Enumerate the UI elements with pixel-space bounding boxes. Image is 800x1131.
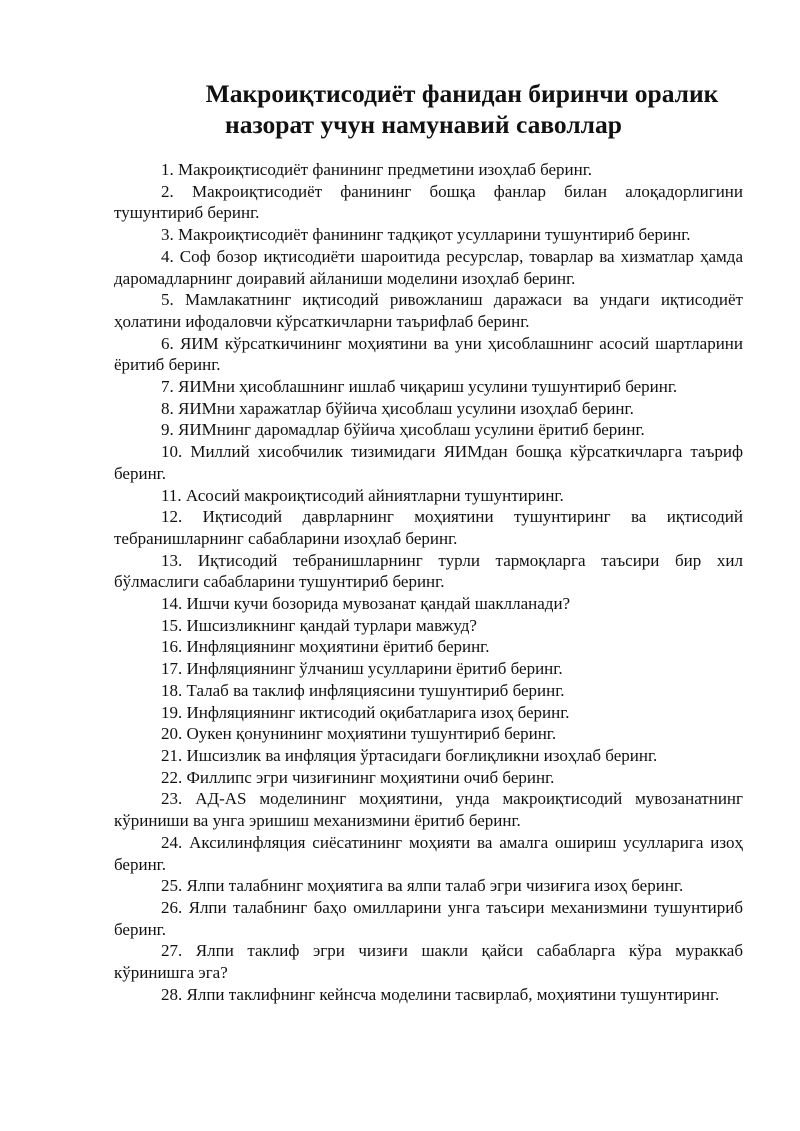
question-item: 26. Ялпи талабнинг баҳо омилларини унга таъсири механизмини тушунтириб беринг. — [114, 897, 743, 939]
question-item: 10. Миллий хисобчилик тизимидаги ЯИМдан бошқа кўрсаткичларга таъриф беринг. — [114, 442, 743, 483]
question-item: 1. Макроиқтисодиёт фанининг предметини изоҳлаб беринг. — [161, 160, 593, 179]
page-title — [110, 78, 770, 140]
question-item: 19. Инфляциянинг иктисодий оқибатларига изоҳ беринг. — [161, 702, 570, 722]
question-item: 11. Асосий макроиқтисодий айниятларни тушунтиринг. — [161, 485, 564, 505]
question-item: 5. Мамлакатнинг иқтисодий ривожланиш даражаси ва ундаги иқтисодиёт ҳолатини ифодаловчи кўрсаткичларни таърифлаб беринг. — [114, 290, 743, 331]
question-item: 28. Ялпи таклифнинг кейнсча моделини тасвирлаб, моҳиятини тушунтиринг. — [161, 984, 720, 1004]
question-item: 25. Ялпи талабнинг моҳиятига ва ялпи талаб эгри чизиғига изоҳ беринг. — [161, 876, 684, 896]
title-line-2: назорат учун намунавий саволлар — [225, 110, 622, 139]
question-item: 4. Соф бозор иқтисодиёти шароитида ресурслар, товарлар ва хизматлар ҳамда даромадларнинг доиравий айланиши моделини изоҳлаб беринг. — [114, 246, 743, 288]
title-line-1: Макроиқтисодиёт фанидан биринчи оралик — [205, 79, 719, 108]
question-item: 3. Макроиқтисодиёт фанининг тадқиқот усулларини тушунтириб беринг. — [161, 225, 691, 245]
question-item: 8. ЯИМни харажатлар бўйича ҳисоблаш усулини изоҳлаб беринг. — [161, 398, 634, 418]
question-item: 13. Иқтисодий тебранишларнинг турли тармоқларга таъсири бир хил бўлмаслиги сабабларини тушунтириб беринг. — [114, 550, 743, 592]
question-item: 22. Филлипс эгри чизиғининг моҳиятини очиб беринг. — [161, 767, 555, 787]
question-item: 20. Оукен қонунининг моҳиятини тушунтириб беринг. — [161, 724, 557, 744]
question-item: 2. Макроиқтисодиёт фанининг бошқа фанлар билан алоқадорлигини тушунтириб беринг. — [114, 181, 743, 223]
question-item: 21. Ишсизлик ва инфляция ўртасидаги боғлиқликни изоҳлаб беринг. — [161, 745, 658, 765]
question-list — [114, 159, 743, 1005]
question-item: 6. ЯИМ кўрсаткичининг моҳиятини ва уни ҳисоблашнинг асосий шартларини ёритиб беринг. — [114, 333, 743, 375]
question-item: 14. Ишчи кучи бозорида мувозанат қандай шаклланади? — [161, 594, 571, 614]
question-item: 16. Инфляциянинг моҳиятини ёритиб беринг. — [161, 637, 490, 657]
question-item: 23. АД-АS моделининг моҳиятини, унда макроиқтисодий мувозанатнинг кўриниши ва унга эришиш механизмини ёритиб беринг. — [114, 789, 743, 831]
question-item: 18. Талаб ва таклиф инфляциясини тушунтириб беринг. — [161, 680, 565, 700]
question-item: 17. Инфляциянинг ўлчаниш усулларини ёритиб беринг. — [161, 659, 563, 679]
question-item: 27. Ялпи таклиф эгри чизиғи шакли қайси сабабларга кўра мураккаб кўринишга эга? — [114, 941, 743, 983]
question-item: 12. Иқтисодий даврларнинг моҳиятини тушунтиринг ва иқтисодий тебранишларнинг сабабларини изоҳлаб беринг. — [114, 507, 743, 548]
question-item: 9. ЯИМнинг даромадлар бўйича ҳисоблаш усулини ёритиб беринг. — [161, 420, 645, 440]
question-item: 7. ЯИМни ҳисоблашнинг ишлаб чиқариш усулини тушунтириб беринг. — [161, 377, 678, 397]
question-item: 24. Аксилинфляция сиёсатининг моҳияти ва амалга ошириш усулларига изоҳ беринг. — [114, 832, 743, 874]
question-item: 15. Ишсизликнинг қандай турлари мавжуд? — [161, 615, 477, 635]
